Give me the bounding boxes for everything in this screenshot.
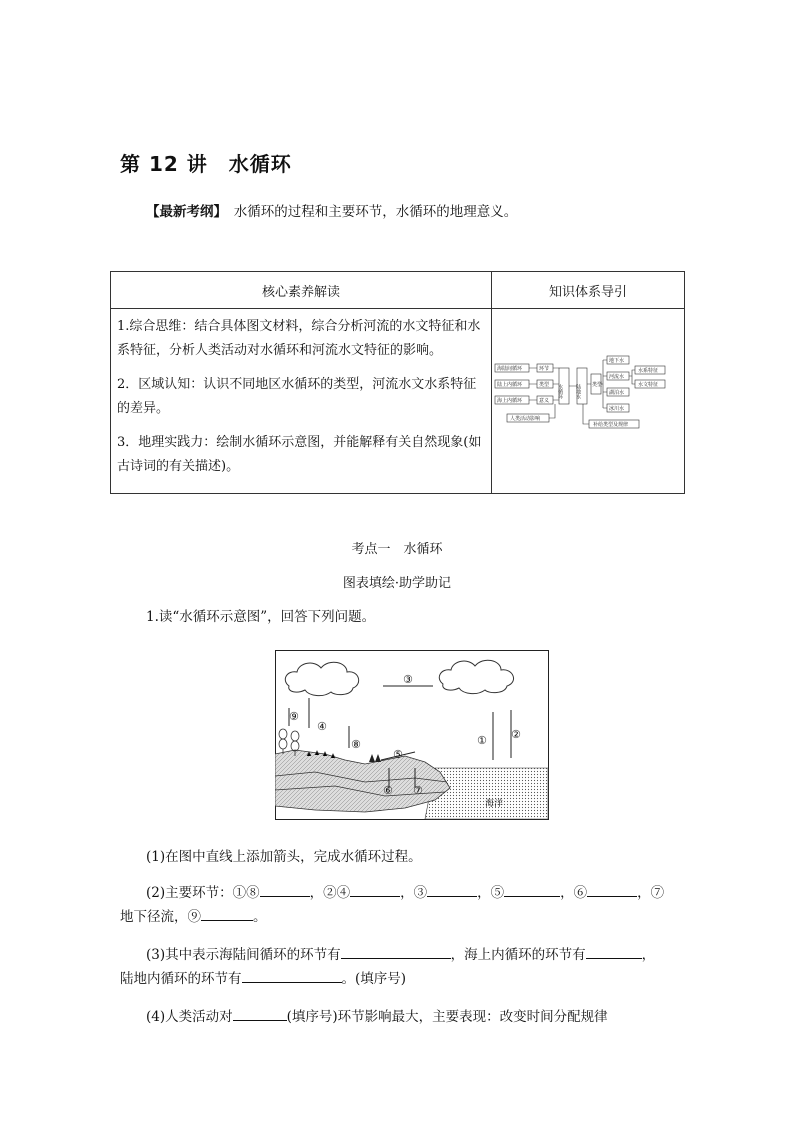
label-6: ⑥ bbox=[383, 784, 393, 797]
q3-blank-3[interactable] bbox=[242, 968, 342, 983]
q3-c: ， bbox=[641, 947, 656, 963]
core-literacy-table bbox=[110, 271, 685, 494]
q3-blank-2[interactable] bbox=[586, 944, 642, 959]
map-left-3: 海上内循环 bbox=[497, 398, 523, 404]
map-center-2: 陆地水 bbox=[575, 384, 581, 399]
map-right1-2: 河流水 bbox=[609, 374, 625, 380]
literacy-item-3: 3．地理实践力：绘制水循环示意图，并能解释有关自然现象(如古诗词的有关描述)。 bbox=[117, 435, 482, 474]
q2-blank-2[interactable] bbox=[350, 882, 400, 897]
col2-header: 知识体系导引 bbox=[492, 272, 685, 309]
q2-blank-1[interactable] bbox=[260, 882, 310, 897]
map-right1-1: 地下水 bbox=[609, 358, 625, 364]
q3-blank-1[interactable] bbox=[341, 944, 451, 959]
q4-b: (填序号)环节影响最大，主要表现：改变时间分配规律 bbox=[286, 1009, 608, 1025]
question-2-line2 bbox=[120, 906, 267, 928]
map-mid-1: 环节 bbox=[539, 366, 550, 372]
q2-blank-5[interactable] bbox=[587, 882, 637, 897]
label-3: ③ bbox=[403, 673, 413, 686]
syllabus-line bbox=[146, 200, 517, 220]
syllabus-text: 水循环的过程和主要环节，水循环的地理意义。 bbox=[233, 204, 518, 220]
q2-line2: 地下径流，⑨ bbox=[120, 909, 201, 925]
question-3-line2 bbox=[120, 968, 406, 990]
q2-blank-6[interactable] bbox=[201, 906, 253, 921]
q2-prefix: (2)主要环节：①⑧ bbox=[146, 885, 260, 901]
q3-b: ，海上内循环的环节有 bbox=[450, 947, 586, 963]
col1-header: 核心素养解读 bbox=[111, 272, 492, 309]
map-bottom-left: 人类活动影响 bbox=[510, 416, 541, 422]
water-cycle-diagram bbox=[275, 650, 549, 820]
map-mid-3: 意义 bbox=[539, 398, 550, 404]
map-mid-2: 类型 bbox=[539, 382, 550, 388]
literacy-item-1: 1.综合思维：结合具体图文材料，综合分析河流的水文特征和水系特征，分析人类活动对水循环和河流水文特征的影响。 bbox=[117, 319, 481, 358]
q2-blank-3[interactable] bbox=[427, 882, 477, 897]
syllabus-label: 【最新考纲】 bbox=[146, 204, 221, 220]
q2-b: ，③ bbox=[400, 885, 428, 901]
label-5: ⑤ bbox=[393, 748, 403, 761]
literacy-items bbox=[111, 309, 492, 494]
map-right1-3: 湖泊水 bbox=[609, 390, 625, 396]
question-intro: 1.读“水循环示意图”，回答下列问题。 bbox=[146, 609, 376, 625]
q2-end: 。 bbox=[253, 909, 267, 925]
q2-e: ，⑦ bbox=[637, 885, 665, 901]
knowledge-mindmap bbox=[493, 354, 683, 444]
q2-a: ，②④ bbox=[309, 885, 351, 901]
label-1: ① bbox=[477, 734, 487, 747]
label-2: ② bbox=[511, 728, 521, 741]
q2-blank-4[interactable] bbox=[504, 882, 560, 897]
section-title: 考点一 水循环 bbox=[351, 542, 443, 557]
knowledge-map-cell bbox=[492, 309, 685, 494]
map-left-1: 海陆间循环 bbox=[497, 366, 523, 372]
label-4: ④ bbox=[317, 720, 327, 733]
q4-a: (4)人类活动对 bbox=[146, 1009, 233, 1025]
ocean-label: 海洋 bbox=[485, 799, 504, 809]
q4-blank-1[interactable] bbox=[233, 1006, 287, 1021]
map-left-2: 陆上内循环 bbox=[497, 382, 523, 388]
question-3-line1 bbox=[146, 944, 655, 966]
q3-a: (3)其中表示海陆间循环的环节有 bbox=[146, 947, 341, 963]
page-title: 第 12 讲 水循环 bbox=[120, 152, 292, 176]
map-bottom-right: 补给类型及规律 bbox=[593, 422, 629, 428]
section-subtitle: 图表填绘·助学助记 bbox=[342, 576, 452, 591]
map-center-3: 类型 bbox=[592, 382, 603, 388]
label-7: ⑦ bbox=[413, 784, 423, 797]
map-center-1: 水循环 bbox=[557, 384, 563, 399]
map-right2-2: 水文特征 bbox=[638, 382, 659, 388]
question-4 bbox=[146, 1006, 608, 1028]
question-1: (1)在图中直线上添加箭头，完成水循环过程。 bbox=[146, 849, 422, 865]
map-right1-4: 冰川水 bbox=[609, 406, 625, 412]
q3-end: 。(填序号) bbox=[341, 971, 407, 987]
q2-d: ，⑥ bbox=[560, 885, 588, 901]
label-9: ⑨ bbox=[289, 710, 299, 723]
question-2-line1 bbox=[146, 882, 664, 904]
map-right2-1: 水系特征 bbox=[638, 368, 659, 374]
label-8: ⑧ bbox=[351, 738, 361, 751]
q2-c: ，⑤ bbox=[477, 885, 505, 901]
literacy-item-2: 2．区域认知：认识不同地区水循环的类型，河流水文水系特征的差异。 bbox=[117, 377, 477, 416]
q3-line2: 陆地内循环的环节有 bbox=[120, 971, 242, 987]
